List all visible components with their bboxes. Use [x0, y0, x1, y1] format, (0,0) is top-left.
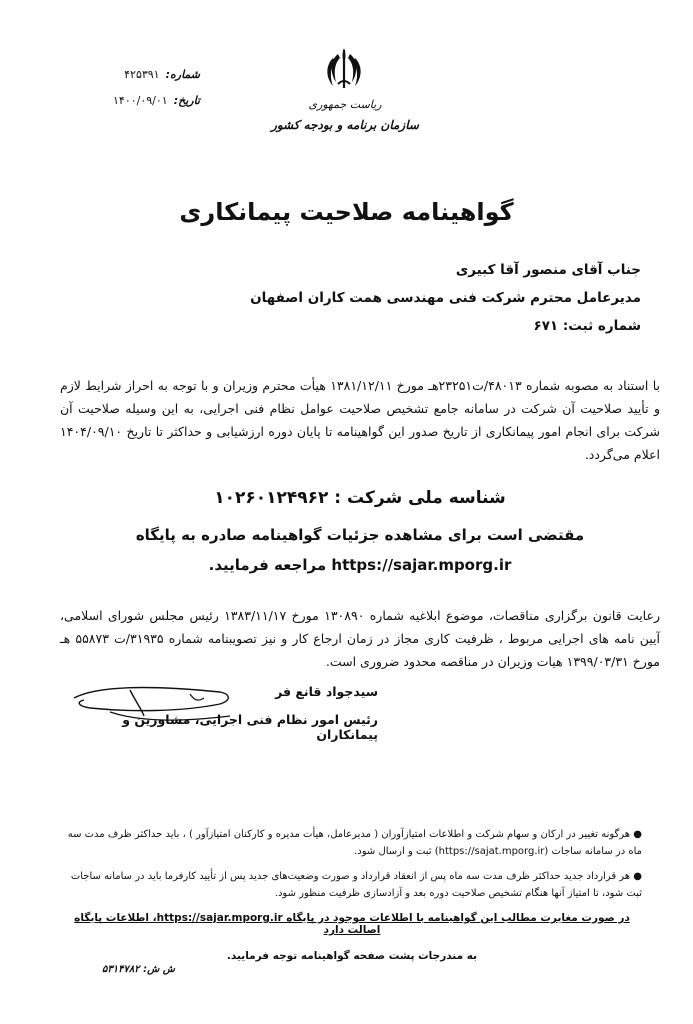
footer-back-reference: به مندرجات پشت صفحه گواهینامه توجه فرمایید. — [226, 950, 478, 962]
registration-label: شماره ثبت: — [562, 318, 641, 334]
letter-date — [80, 92, 200, 110]
footer-note-1 — [62, 826, 642, 860]
date-value: ۱۴۰۰/۰۹/۰۱ — [113, 94, 168, 107]
addressee-company: مدیرعامل محترم شرکت فنی مهندسی همت کاران اصفهان — [250, 290, 641, 306]
registration-value: ۶۷۱ — [533, 318, 559, 334]
body-paragraph-2: رعایت قانون برگزاری مناقصات، موضوع ابلاغیه شماره ۱۳۰۸۹۰ مورخ ۱۳۸۳/۱۱/۱۷ رئیس مجلس شورای اسلامی، آیین نامه های اجرایی مربوط ، ظرفیت کاری مجاز در زمان ارجاع کار و نیز تصویبنامه شماره ۳۱۹۳۵/ت ۵۵۸۷۳ هـ مورخ ۱۳۹۹/۰۳/۳۱ هیات وزیران در مناقصه محدود ضروری است. — [60, 608, 660, 669]
view-note-text: مقتضی است برای مشاهده جزئیات گواهینامه صادره به پایگاه — [135, 526, 585, 544]
body-paragraph-1: با استناد به مصوبه شماره ۴۸۰۱۳/ت۲۳۲۵۱هـ مورخ ۱۳۸۱/۱۲/۱۱ هیأت محترم وزیران و با توجه به احراز شرایط لازم و تأیید صلاحیت آن شرکت در سامانه جامع تشخیص صلاحیت عوامل نظام فنی اجرایی، به این وسیله صلاحیت آن شرکت برای انجام امور پیمانکاری از تاریخ صدور این گواهینامه تا پایان دوره ارزشیابی و حداکثر تا تاریخ ۱۴۰۴/۰۹/۱۰ اعلام می‌گردد. — [60, 378, 660, 462]
letter-number — [80, 66, 200, 84]
org-name: سازمان برنامه و بودجه کشور — [271, 118, 419, 132]
org-presidency: ریاست جمهوری — [308, 98, 382, 111]
certificate-title: گواهینامه صلاحیت پیمانکاری — [179, 198, 514, 226]
number-value: ۴۲۵۳۹۱ — [124, 68, 160, 81]
number-label: شماره: — [165, 68, 200, 81]
iran-emblem-icon — [320, 44, 368, 92]
footer-warning — [62, 912, 642, 936]
signatory-name: سیدجواد قانع فر — [275, 684, 378, 699]
footer-warning-text: در صورت مغایرت مطالب این گواهینامه با اطلاعات موجود در پایگاه https://sajar.mporg.ir، اطلاعات پایگاه اصالت دارد — [74, 912, 630, 936]
bullet-icon: ● — [633, 871, 642, 882]
date-label: تاریخ: — [173, 94, 200, 107]
footer-note-2 — [62, 868, 642, 902]
serial-number: ش ش: ۵۳۱۴۷۸۲ — [102, 964, 175, 975]
view-details-note — [60, 520, 660, 580]
view-note-end: مراجعه فرمایید. — [208, 556, 327, 574]
addressee-name: جناب آقای منصور آقا کبیری — [455, 262, 641, 278]
footer-note-1-text: هرگونه تغییر در ارکان و سهام شرکت و اطلاعات امتیازآوران ( مدیرعامل، هیأت مدیره و کارکنان امتیازآور ) ، باید حداکثر ظرف مدت سه ماه در سامانه ساجات (https://sajat.mporg.ir) ثبت و ارسال شود. — [67, 829, 642, 857]
national-id — [60, 488, 660, 508]
registration-number — [121, 312, 641, 340]
sajar-link[interactable]: https://sajar.mporg.ir — [331, 556, 512, 574]
signatory-position: رئیس امور نظام فنی اجرایی، مشاورین و پیمانکاران — [122, 712, 378, 742]
national-id-label: شناسه ملی شرکت : — [334, 488, 506, 508]
footer-note-2-text: هر قرارداد جدید حداکثر ظرف مدت سه ماه پس از انعقاد قرارداد و صورت وضعیت‌های جدید پس از تأیید کارفرما باید در سامانه ساجات ثبت شود، تا امتیاز آنها هنگام تشخیص صلاحیت دوره بعد و آزادسازی ظرفیت منظور شود. — [70, 871, 642, 899]
bullet-icon: ● — [633, 829, 642, 840]
national-id-value: ۱۰۲۶۰۱۲۴۹۶۲ — [214, 488, 329, 508]
